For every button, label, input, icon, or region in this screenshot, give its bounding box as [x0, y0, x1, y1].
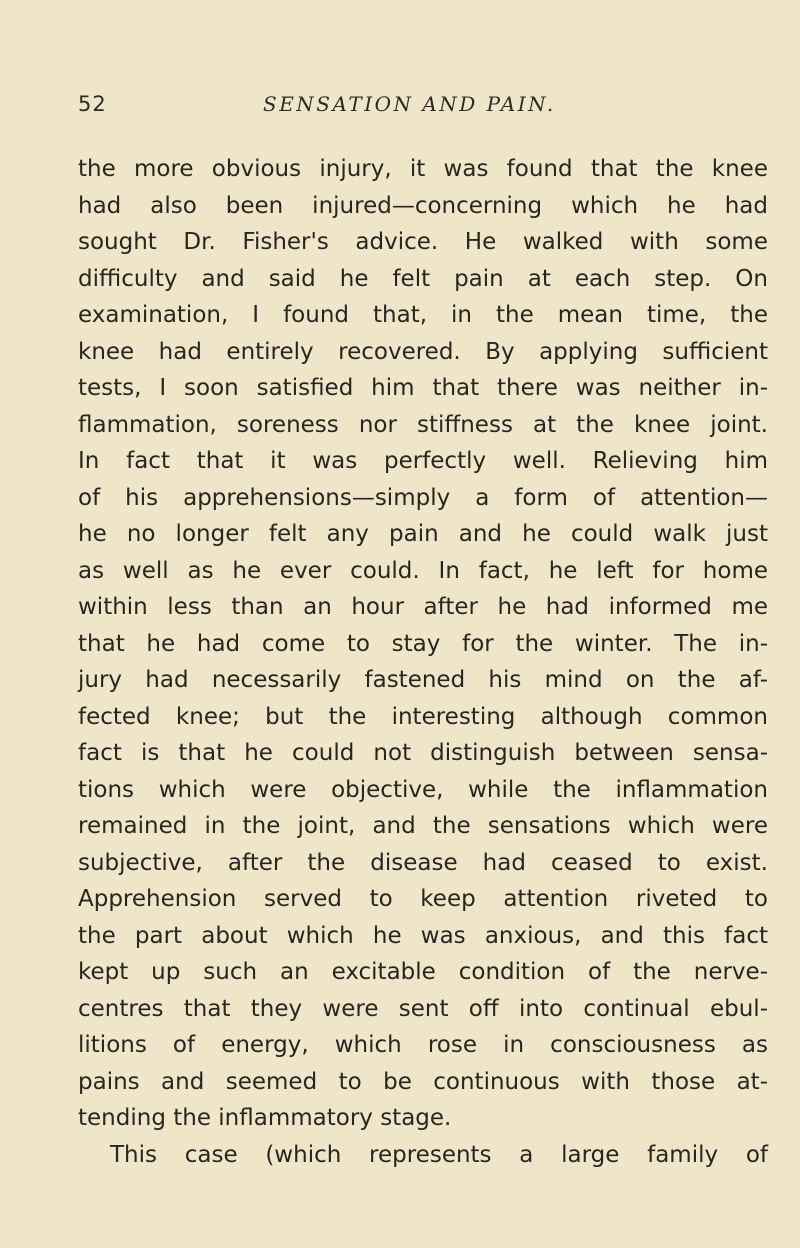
text-line: subjective, after the disease had ceased to exist.	[78, 849, 768, 876]
text-line: jury had necessarily fastened his mind on the af-	[78, 667, 768, 693]
text-line: of his apprehensions—simply a form of attention—	[78, 484, 768, 511]
text-line: that he had come to stay for the winter. The in-	[78, 630, 768, 657]
text-line: he no longer felt any pain and he could walk just	[78, 521, 768, 547]
text-line: examination, I found that, in the mean time, the	[78, 302, 768, 328]
running-head	[78, 92, 778, 124]
text-line: This case (which represents a large family of	[110, 1141, 768, 1168]
text-line: remained in the joint, and the sensations which were	[78, 813, 768, 839]
text-line: litions of energy, which rose in consciousness as	[78, 1032, 768, 1058]
text-line: had also been injured—concerning which he had	[78, 192, 768, 219]
text-line: sought Dr. Fisher's advice. He walked with some	[78, 229, 768, 255]
text-line: fected knee; but the interesting although common	[78, 703, 768, 730]
text-line: pains and seemed to be continuous with those at-	[78, 1068, 768, 1095]
text-line: kept up such an excitable condition of the nerve-	[78, 959, 768, 985]
text-line: difficulty and said he felt pain at each step. On	[78, 265, 768, 292]
text-line: as well as he ever could. In fact, he left for home	[78, 557, 768, 584]
text-line: In fact that it was perfectly well. Relieving him	[78, 448, 768, 474]
text-line: within less than an hour after he had informed me	[78, 594, 768, 620]
body-text	[78, 151, 768, 1173]
text-line: fact is that he could not distinguish between sensa-	[78, 740, 768, 766]
text-line: tions which were objective, while the inflammation	[78, 776, 768, 803]
running-title: SENSATION AND PAIN.	[263, 92, 556, 116]
text-line: Apprehension served to keep attention riveted to	[78, 886, 768, 912]
text-line: tests, I soon satisfied him that there was neither in-	[78, 375, 768, 401]
text-line: flammation, soreness nor stiffness at the knee joint.	[78, 411, 768, 438]
text-line: the more obvious injury, it was found that the knee	[78, 156, 768, 182]
text-line: tending the inflammatory stage.	[78, 1105, 452, 1131]
page-number: 52	[78, 92, 107, 116]
text-line: knee had entirely recovered. By applying sufficient	[78, 338, 768, 365]
text-line: centres that they were sent off into continual ebul-	[78, 995, 768, 1022]
text-line: the part about which he was anxious, and this fact	[78, 922, 768, 949]
